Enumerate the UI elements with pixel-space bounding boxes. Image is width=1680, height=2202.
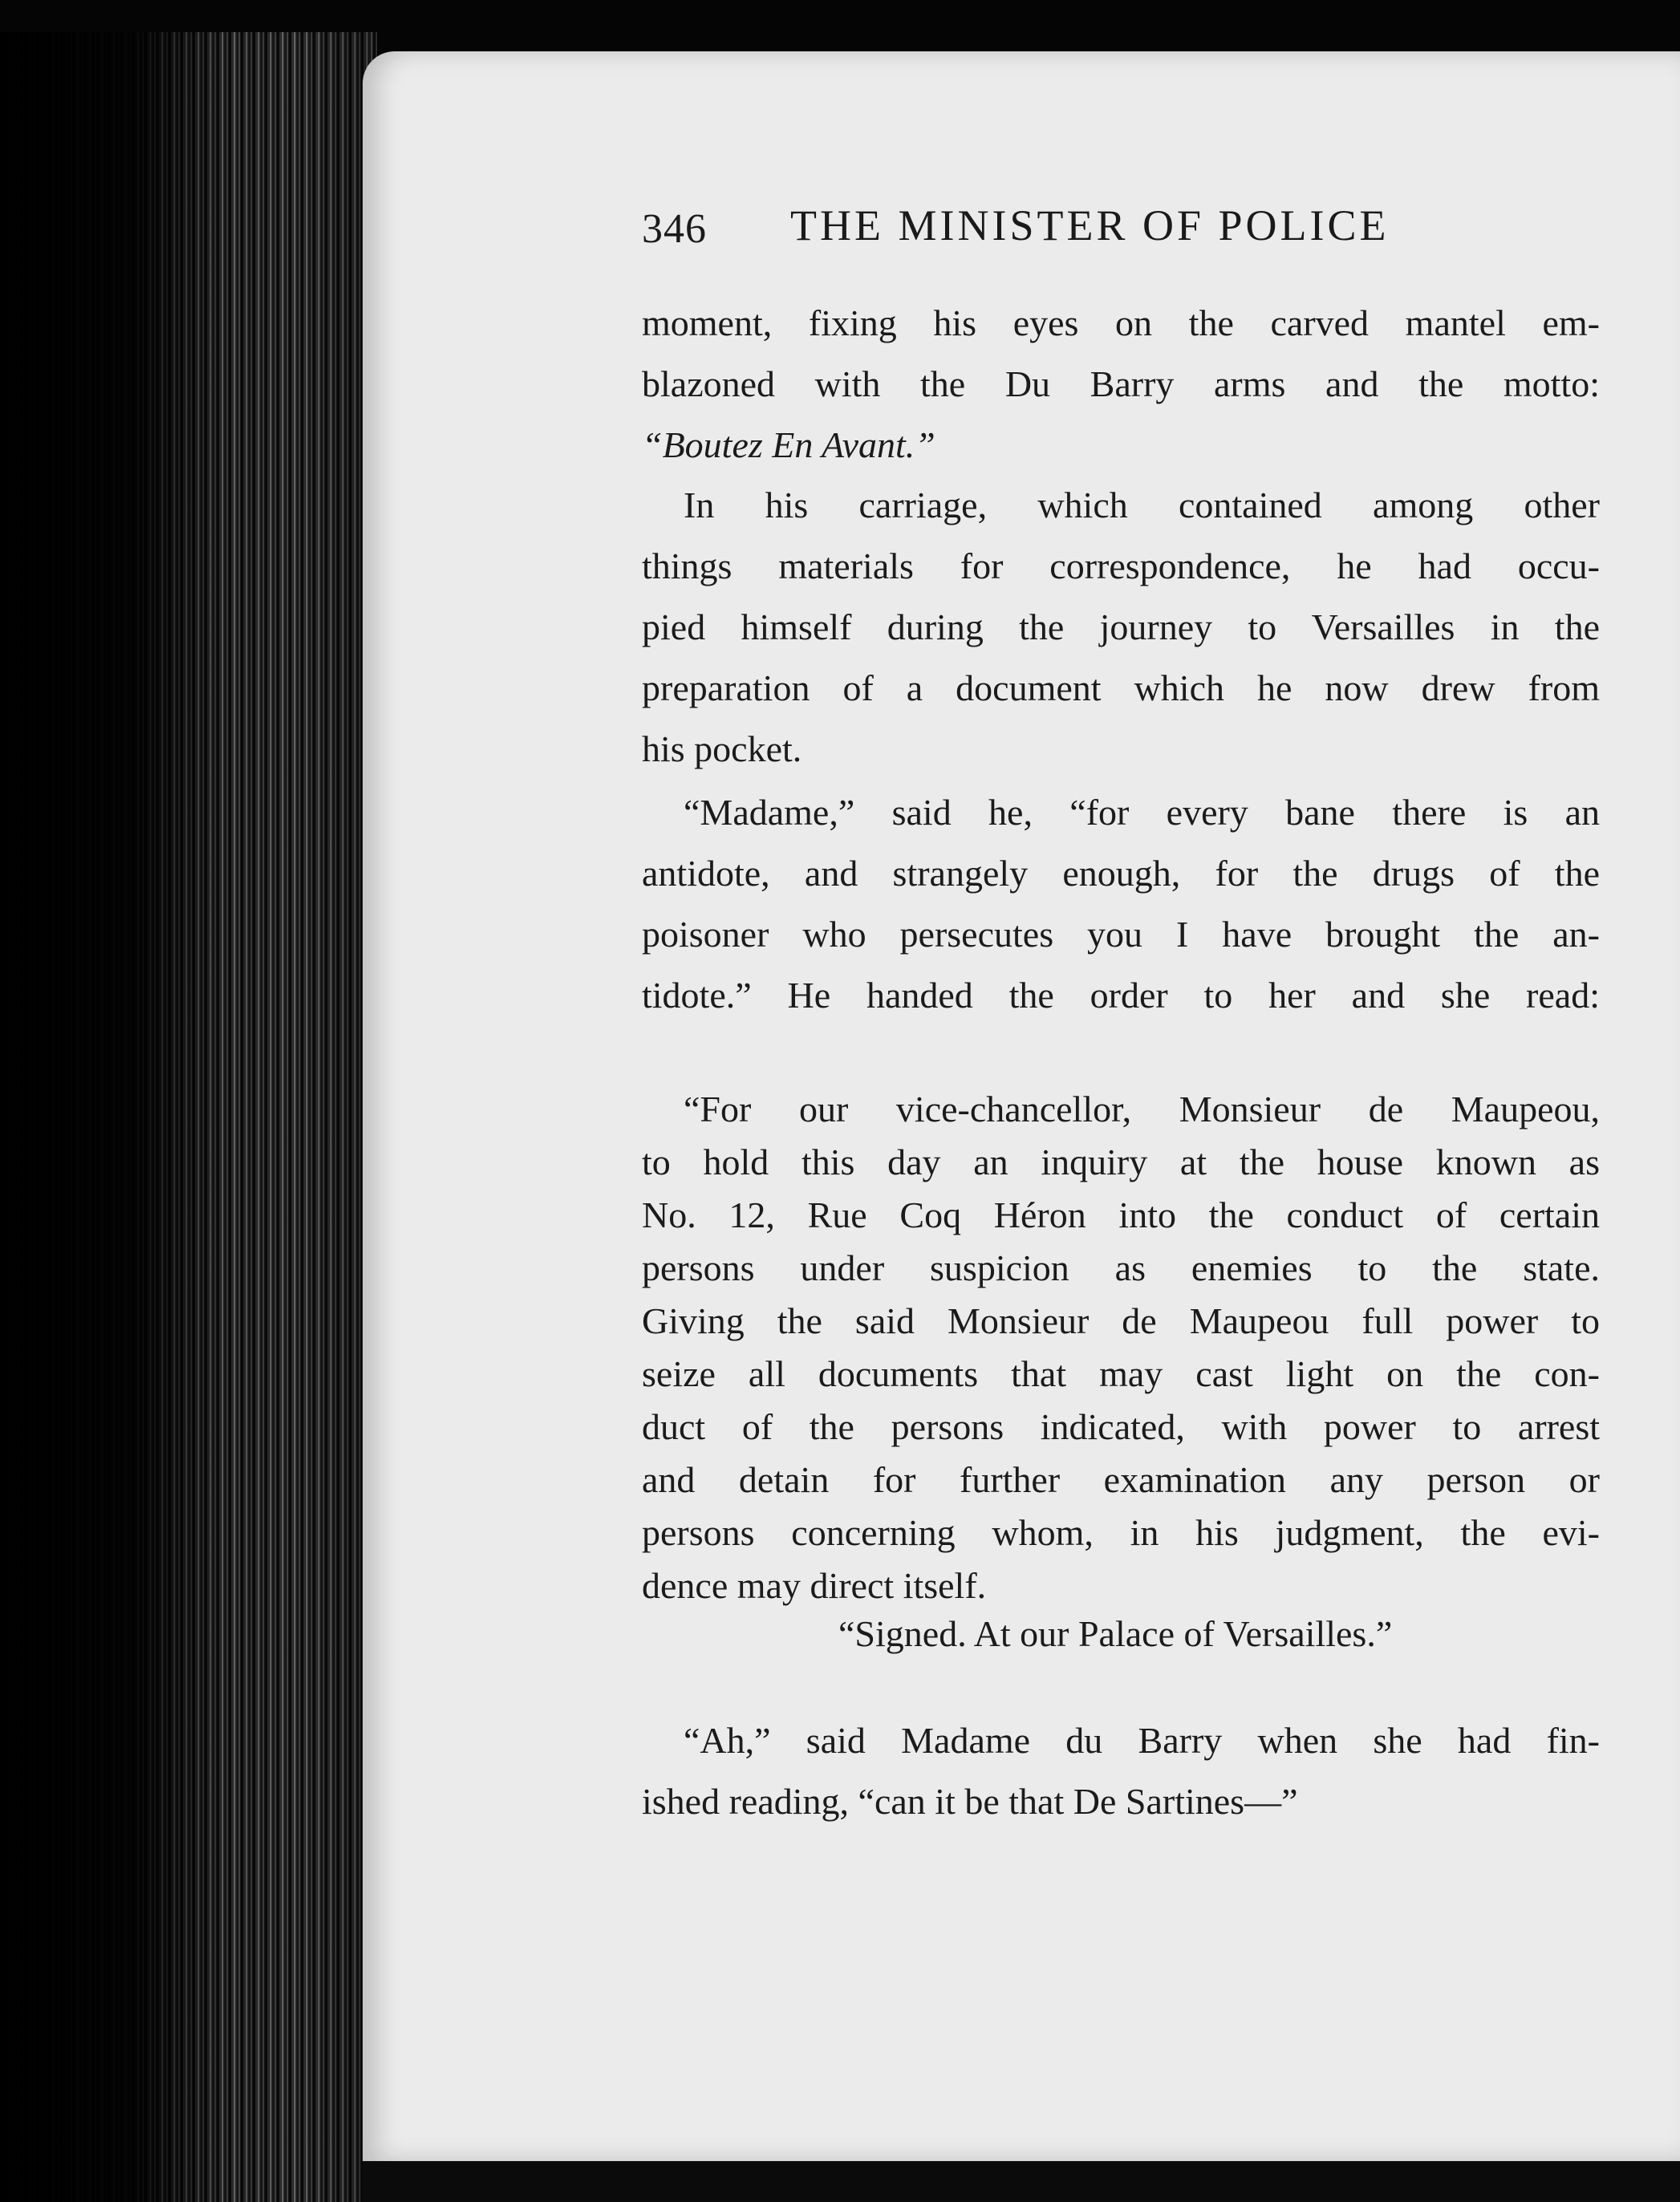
text-line: tidote.” He handed the order to her and she read: bbox=[642, 975, 1600, 1016]
text-line: persons concerning whom, in his judgment, the evi- bbox=[642, 1512, 1600, 1553]
text-line: Giving the said Monsieur de Maupeou full power to bbox=[642, 1300, 1600, 1341]
text-line: poisoner who persecutes you I have brought the an- bbox=[642, 914, 1600, 955]
text-line: In his carriage, which contained among other bbox=[684, 485, 1600, 525]
text-line: blazoned with the Du Barry arms and the motto: bbox=[642, 363, 1600, 404]
paragraph-4 bbox=[642, 1710, 1600, 1832]
text-line: antidote, and strangely enough, for the drugs of the bbox=[642, 853, 1600, 894]
text-line: to hold this day an inquiry at the house known as bbox=[642, 1142, 1600, 1182]
text-line: moment, fixing his eyes on the carved mantel em- bbox=[642, 302, 1600, 343]
book-title: THE MINISTER OF POLICE bbox=[790, 201, 1390, 249]
text-line: his pocket. bbox=[642, 728, 802, 769]
text-line: “For our vice-chancellor, Monsieur de Maupeou, bbox=[684, 1089, 1600, 1129]
page-edges-gutter-shade bbox=[241, 32, 369, 2202]
text-line: dence may direct itself. bbox=[642, 1565, 987, 1606]
text-line: duct of the persons indicated, with power to arrest bbox=[642, 1406, 1600, 1447]
text-line: things materials for correspondence, he had occu- bbox=[642, 545, 1600, 586]
order-signature: “Signed. At our Palace of Versailles.” bbox=[838, 1613, 1393, 1654]
text-line: and detain for further examination any person or bbox=[642, 1459, 1600, 1500]
text-line: preparation of a document which he now drew from bbox=[642, 667, 1600, 708]
text-line: ished reading, “can it be that De Sartines—” bbox=[642, 1781, 1298, 1822]
text-line: seize all documents that may cast light on the con- bbox=[642, 1353, 1600, 1394]
page-number: 346 bbox=[642, 206, 707, 252]
paragraph-3 bbox=[642, 782, 1600, 1026]
text-line: persons under suspicion as enemies to the state. bbox=[642, 1247, 1600, 1288]
page-bottom-border bbox=[363, 2161, 1680, 2202]
paragraph-1 bbox=[642, 293, 1600, 476]
text-line: pied himself during the journey to Versailles in the bbox=[642, 606, 1600, 647]
motto-line: “Boutez En Avant.” bbox=[642, 424, 935, 465]
page-edges-shadow bbox=[0, 32, 241, 2202]
running-head bbox=[642, 201, 1605, 265]
text-line: No. 12, Rue Coq Héron into the conduct of certain bbox=[642, 1194, 1600, 1235]
text-line: “Ah,” said Madame du Barry when she had fin- bbox=[684, 1720, 1600, 1761]
paragraph-2 bbox=[642, 475, 1600, 780]
text-line: “Madame,” said he, “for every bane there is an bbox=[684, 792, 1600, 833]
order-quote bbox=[642, 1083, 1600, 1612]
